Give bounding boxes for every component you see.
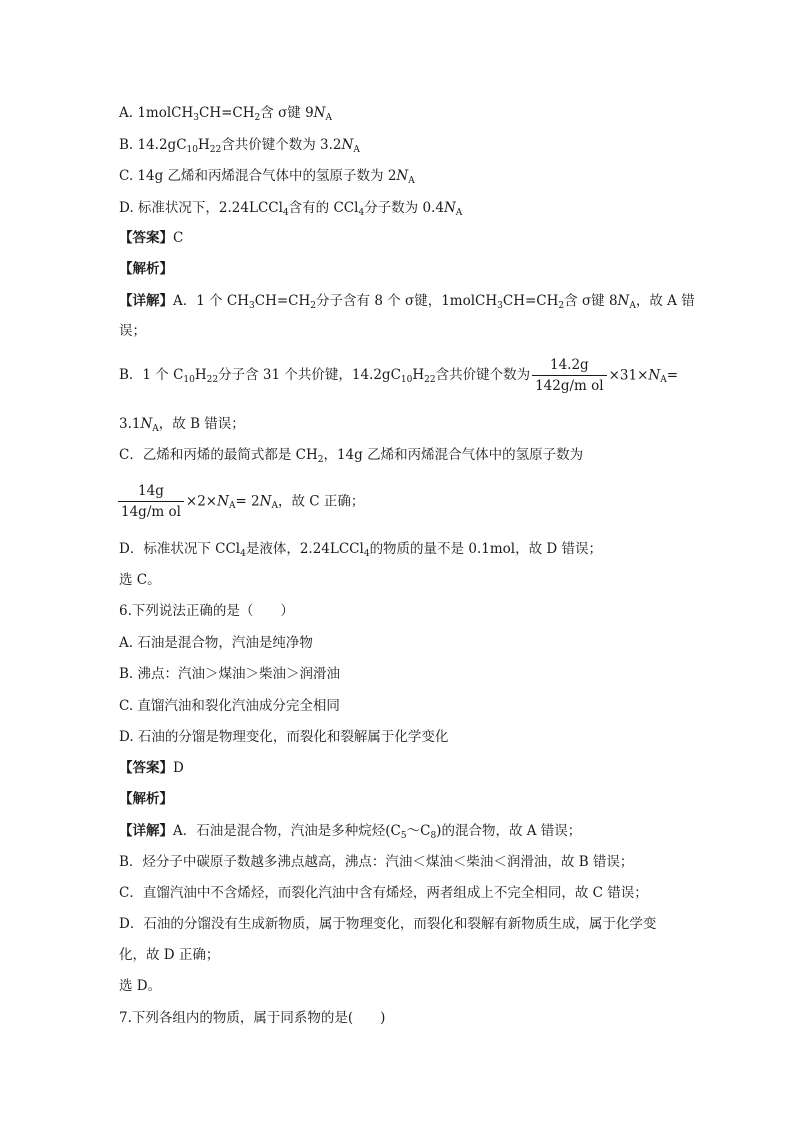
q5-option-b: B. $14.2gC_{10}H_{22}$含共价键个数为 $3.2N_A$ (119, 137, 360, 155)
q6-detail-a: 【详解】A．石油是混合物，汽油是多种烷烃$(C_5\sim C_8)$的混合物，故 A 错误； (119, 823, 582, 841)
q6-analysis-label: 【解析】 (119, 791, 173, 807)
q6-answer: 【答案】D (119, 760, 184, 776)
q5-detail-d: D．标准状况下 CCl$_4$是液体，2.24LCCl$_4$的物质的量不是 0.1mol，故 D 错误； (119, 541, 602, 559)
q6-detail-b: B．烃分子中碳原子数越多沸点越高，沸点：汽油＜煤油＜柴油＜润滑油，故 B 错误； (119, 854, 634, 870)
q6-option-b: B. 沸点：汽油＞煤油＞柴油＞润滑油 (119, 666, 341, 682)
q5-detail-c: C．乙烯和丙烯的最简式都是 $CH_2$，14g 乙烯和丙烯混合气体中的氢原子数为 (119, 447, 584, 465)
q6-question: 6.下列说法正确的是（ ） (119, 603, 294, 619)
q5-analysis-label: 【解析】 (119, 261, 173, 277)
q6-option-d: D. 石油的分馏是物理变化，而裂化和裂解属于化学变化 (119, 729, 449, 745)
q6-detail-d: D．石油的分馏没有生成新物质，属于物理变化，而裂化和裂解有新物质生成，属于化学变 (119, 916, 657, 932)
q5-option-a: A. $1molCH_3CH=CH_2$含 σ键 $9N_A$ (119, 105, 332, 123)
q5-detail-b-cont: $3.1N_A$，故 B 错误； (119, 416, 245, 434)
q5-answer: 【答案】C (119, 230, 184, 246)
q5-detail-a-cont: 误； (119, 323, 146, 339)
q5-choose: 选 C。 (119, 572, 161, 588)
q5-detail-c-formula: $\frac{14g}{\text{14g/m ol}}$ $\times 2\times N_A= 2N_A$，故 C 正确； (116, 482, 364, 521)
q6-option-a: A. 石油是混合物，汽油是纯净物 (119, 635, 313, 651)
q5-detail-a: 【详解】A．1 个 $CH_3CH=CH_2$分子含有 8 个 σ键，$1molCH_3CH=CH_2$含 σ键 $8N_A$，故 A 错 (119, 293, 695, 311)
q7-question: 7.下列各组内的物质，属于同系物的是( ) (119, 1010, 386, 1026)
q5-detail-c-fraction: $\frac{14g}{\text{14g/m ol}}$ (118, 482, 184, 521)
q5-option-c: C. 14g 乙烯和丙烯混合气体中的氢原子数为 $2N_A$ (119, 168, 415, 186)
q5-detail-b-fraction: $\frac{14.2g}{\text{142g/m ol}}$ (532, 356, 607, 395)
q6-option-c: C. 直馏汽油和裂化汽油成分完全相同 (119, 698, 340, 714)
q5-detail-b: B．1 个 $C_{10}H_{22}$分子含 31 个共价键，$14.2gC_{10}H_{22}$含共价键个数为 $\frac{14.2g}{\text{142g/m ol}}$ $\times 31\times N_A=$ (119, 357, 679, 394)
q6-detail-d-cont: 化，故 D 正确； (119, 947, 220, 963)
q6-choose: 选 D。 (119, 978, 162, 994)
q6-detail-c: C．直馏汽油中不含烯烃，而裂化汽油中含有烯烃，两者组成上不完全相同，故 C 错误； (119, 885, 648, 901)
q5-option-d: D. 标准状况下，2.24LCCl$_4$含有的 CCl$_4$分子数为 $0.4N_A$ (119, 200, 463, 218)
